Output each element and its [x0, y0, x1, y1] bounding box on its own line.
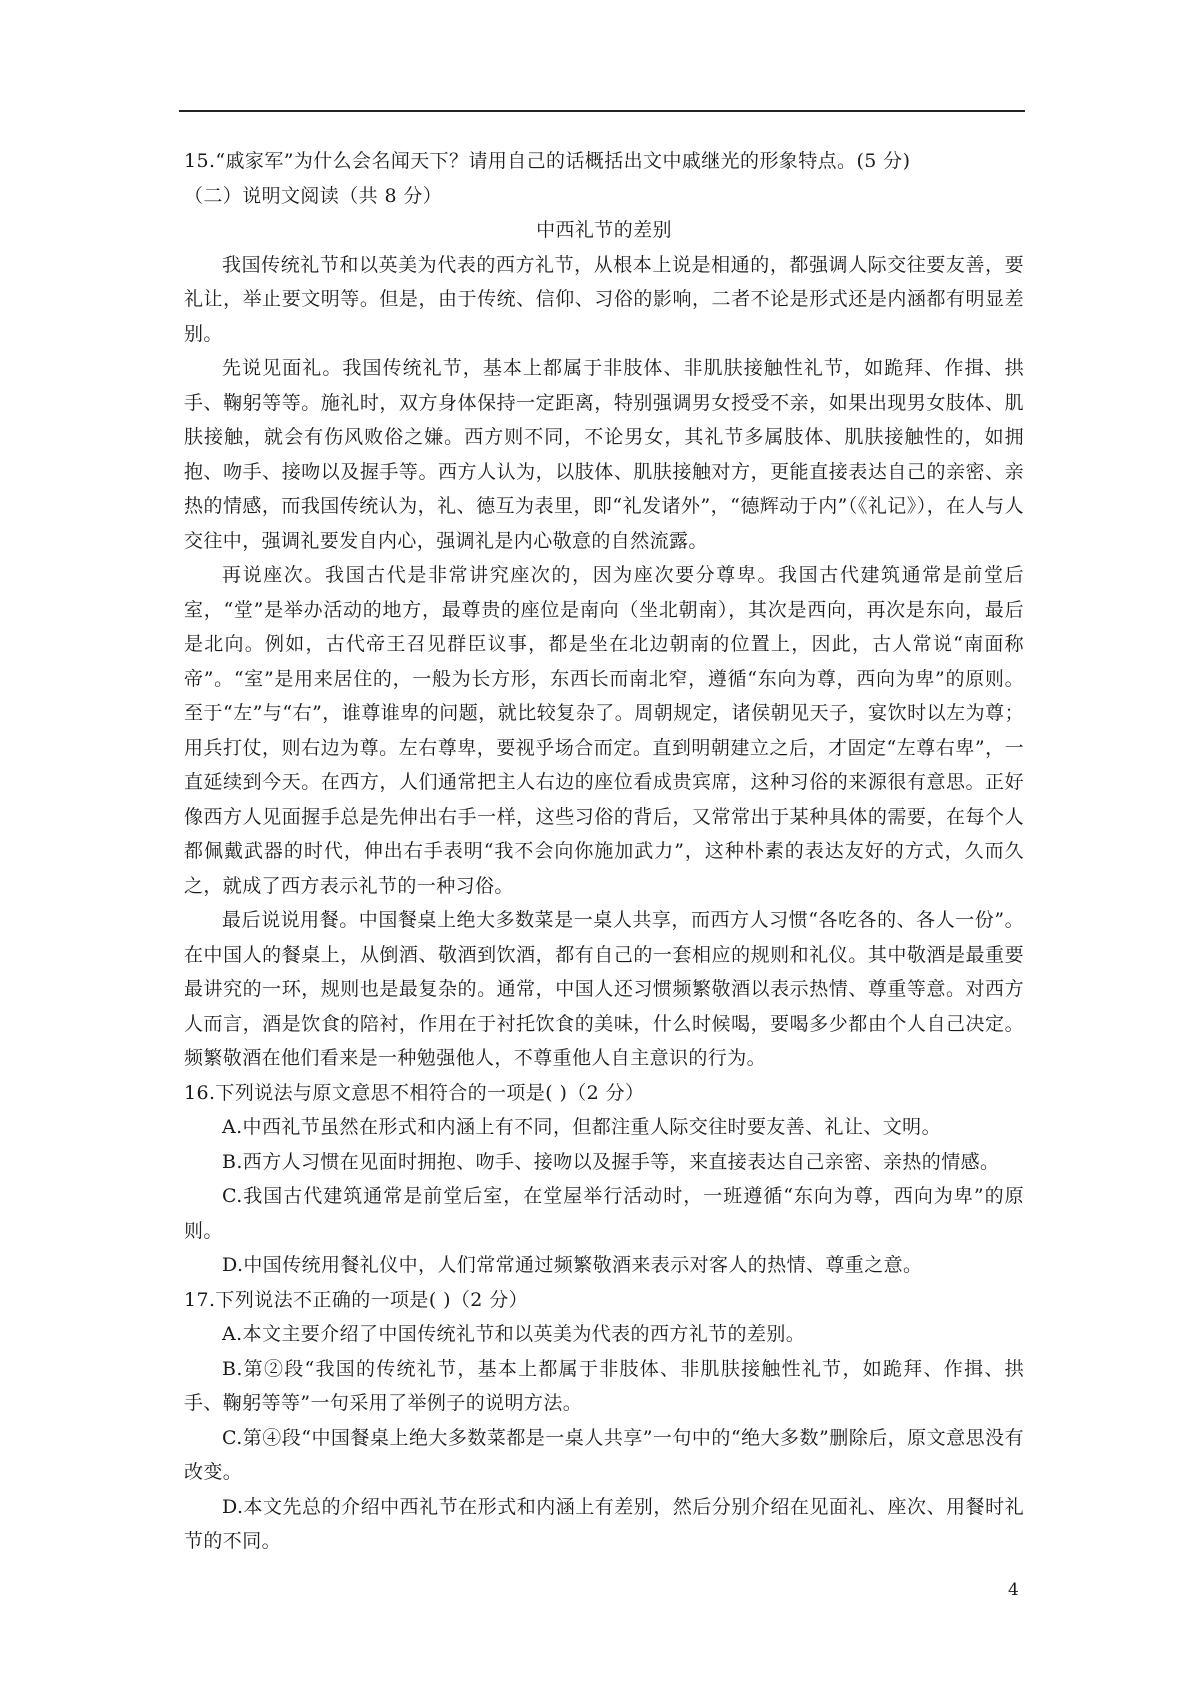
page-content: [184, 144, 1024, 1559]
question-16-option-a: A.中西礼节虽然在形式和内涵上有不同，但都注重人际交往时要友善、礼让、文明。: [222, 1116, 941, 1138]
question-17-option-b: B.第②段“我国的传统礼节，基本上都属于非肢体、非肌肤接触性礼节，如跪拜、作揖、拱手、鞠躬等等”一句采用了举例子的说明方法。: [184, 1357, 1024, 1414]
question-17-option-c: C.第④段“中国餐桌上绝大多数菜都是一桌人共享”一句中的“绝大多数”删除后，原文意思没有改变。: [184, 1426, 1024, 1483]
article-paragraph-2: 先说见面礼。我国传统礼节，基本上都属于非肢体、非肌肤接触性礼节，如跪拜、作揖、拱手、鞠躬等等。施礼时，双方身体保持一定距离，特别强调男女授受不亲，如果出现男女肢体、肌肤接触，就会有伤风败俗之嫌。西方则不同，不论男女，其礼节多属肢体、肌肤接触性的，如拥抱、吻手、接吻以及握手等。西方人认为，以肢体、肌肤接触对方，更能直接表达自己的亲密、亲热的情感，而我国传统认为，礼、德互为表里，即“礼发诸外”，“德辉动于内”（《礼记》），在人与人交往中，强调礼要发自内心，强调礼是内心敬意的自然流露。: [184, 357, 1024, 552]
section-heading: （二）说明文阅读（共 8 分）: [184, 184, 443, 207]
header-rule: [179, 110, 1025, 112]
article-paragraph-1: 我国传统礼节和以英美为代表的西方礼节，从根本上说是相通的，都强调人际交往要友善，要礼让，举止要文明等。但是，由于传统、信仰、习俗的影响，二者不论是形式还是内涵都有明显差别。: [184, 253, 1024, 345]
article-title: 中西礼节的差别: [536, 219, 672, 241]
page-number: 4: [1008, 1580, 1019, 1600]
question-17-option-a: A.本文主要介绍了中国传统礼节和以英美为代表的西方礼节的差别。: [222, 1323, 806, 1345]
question-15: 15.“戚家军”为什么会名闻天下？请用自己的话概括出文中戚继光的形象特点。(5 分): [184, 150, 911, 172]
question-16-option-d: D.中国传统用餐礼仪中，人们常常通过频繁敬酒来表示对客人的热情、尊重之意。: [222, 1254, 923, 1276]
question-16-option-c: C.我国古代建筑通常是前堂后室，在堂屋举行活动时，一班遵循“东向为尊，西向为卑”的原则。: [184, 1185, 1024, 1242]
question-16-stem: 16.下列说法与原文意思不相符合的一项是( )（2 分）: [184, 1081, 645, 1104]
question-17-stem: 17.下列说法不正确的一项是( )（2 分）: [184, 1288, 529, 1311]
article-paragraph-3: 再说座次。我国古代是非常讲究座次的，因为座次要分尊卑。我国古代建筑通常是前堂后室，“堂”是举办活动的地方，最尊贵的座位是南向（坐北朝南），其次是西向，再次是东向，最后是北向。例如，古代帝王召见群臣议事，都是坐在北边朝南的位置上，因此，古人常说“南面称帝”。“室”是用来居住的，一般为长方形，东西长而南北窄，遵循“东向为尊，西向为卑”的原则。至于“左”与“右”，谁尊谁卑的问题，就比较复杂了。周朝规定，诸侯朝见天子，宴饮时以左为尊；用兵打仗，则右边为尊。左右尊卑，要视乎场合而定。直到明朝建立之后，才固定“左尊右卑”，一直延续到今天。在西方，人们通常把主人右边的座位看成贵宾席，这种习俗的来源很有意思。正好像西方人见面握手总是先伸出右手一样，这些习俗的背后，又常常出于某种具体的需要，在每个人都佩戴武器的时代，伸出右手表明“我不会向你施加武力”，这种朴素的表达友好的方式，久而久之，就成了西方表示礼节的一种习俗。: [184, 564, 1024, 897]
question-17-option-d: D.本文先总的介绍中西礼节在形式和内涵上有差别，然后分别介绍在见面礼、座次、用餐时礼节的不同。: [184, 1495, 1024, 1552]
article-paragraph-4: 最后说说用餐。中国餐桌上绝大多数菜是一桌人共享，而西方人习惯“各吃各的、各人一份”。在中国人的餐桌上，从倒酒、敬酒到饮酒，都有自己的一套相应的规则和礼仪。其中敬酒是最重要最讲究的一环，规则也是最复杂的。通常，中国人还习惯频繁敬酒以表示热情、尊重等意。对西方人而言，酒是饮食的陪衬，作用在于衬托饮食的美味，什么时候喝，要喝多少都由个人自己决定。频繁敬酒在他们看来是一种勉强他人，不尊重他人自主意识的行为。: [184, 909, 1024, 1069]
question-16-option-b: B.西方人习惯在见面时拥抱、吻手、接吻以及握手等，来直接表达自己亲密、亲热的情感。: [222, 1150, 1000, 1173]
